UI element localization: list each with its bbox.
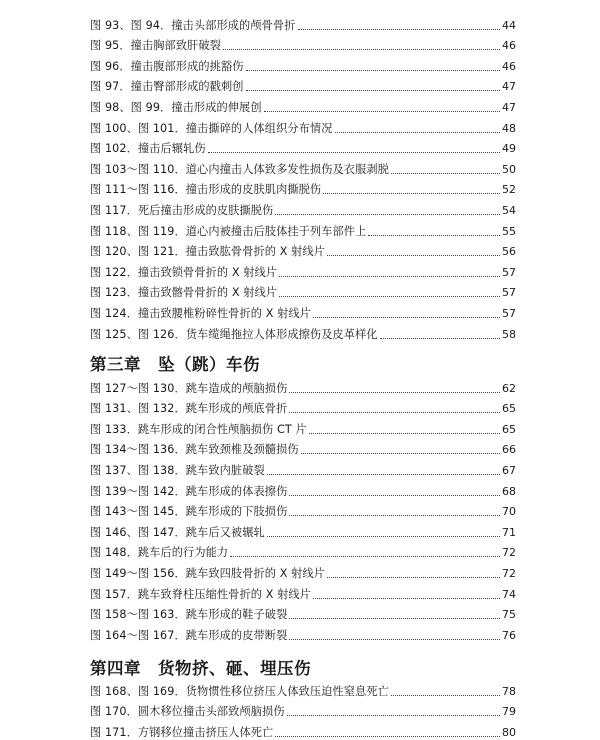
toc-entry-page-number: 52 xyxy=(502,183,516,197)
dot-leader xyxy=(246,90,500,91)
dot-leader xyxy=(287,715,500,716)
toc-entry xyxy=(90,156,516,177)
toc-entry-title: 图 98、图 99．撞击形成的伸展创 xyxy=(90,100,262,114)
toc-entry-page-number: 67 xyxy=(502,463,516,477)
toc-entry-title: 图 131、图 132．跳车形成的颅底骨折 xyxy=(90,402,288,416)
dot-leader xyxy=(223,49,500,50)
toc-entry-title: 图 93、图 94．撞击头部形成的颅骨骨折 xyxy=(90,18,296,32)
toc-entry-title: 图 122．撞击致锁骨骨折的 X 射线片 xyxy=(90,265,278,279)
chapter-4-heading: 第四章 货物挤、砸、埋压伤 xyxy=(90,659,311,678)
toc-entry xyxy=(90,197,516,218)
toc-entry-page-number: 50 xyxy=(502,162,516,176)
toc-entry-title: 图 125、图 126．货车缆绳拖拉人体形成擦伤及皮革样化 xyxy=(90,327,378,341)
dot-leader xyxy=(313,598,500,599)
toc-entry-title: 图 148．跳车后的行为能力 xyxy=(90,546,229,560)
toc-entry-page-number: 57 xyxy=(502,265,516,279)
toc-entry xyxy=(90,280,516,301)
toc-entry xyxy=(90,478,516,499)
toc-entry-list-chapter-4 xyxy=(90,678,516,740)
toc-entry-page-number: 46 xyxy=(502,59,516,73)
dot-leader xyxy=(327,577,500,578)
dot-leader xyxy=(313,317,500,318)
dot-leader xyxy=(275,736,500,737)
toc-entry-page-number: 47 xyxy=(502,80,516,94)
dot-leader xyxy=(275,214,500,215)
toc-entry-title: 图 143～图 145．跳车形成的下肢损伤 xyxy=(90,505,288,519)
toc-entry xyxy=(90,581,516,602)
toc-entry xyxy=(90,519,516,540)
toc-entry-title: 图 149～图 156．跳车致四肢骨折的 X 射线片 xyxy=(90,566,326,580)
dot-leader xyxy=(323,193,500,194)
toc-entry-title: 图 96．撞击腹部形成的挑豁伤 xyxy=(90,59,244,73)
dot-leader xyxy=(279,276,500,277)
toc-entry-page-number: 62 xyxy=(502,381,516,395)
toc-entry-page-number: 66 xyxy=(502,443,516,457)
toc-entry-page-number: 46 xyxy=(502,39,516,53)
dot-leader xyxy=(289,495,500,496)
toc-entry xyxy=(90,719,516,740)
toc-entry xyxy=(90,115,516,136)
toc-entry-title: 图 157．跳车致脊柱压缩性骨折的 X 射线片 xyxy=(90,587,311,601)
toc-entry-title: 图 146、图 147．跳车后又被辗轧 xyxy=(90,525,265,539)
dot-leader xyxy=(301,453,500,454)
toc-entry-page-number: 72 xyxy=(502,546,516,560)
toc-entry-page-number: 55 xyxy=(502,224,516,238)
toc-entry-title: 图 111～图 116．撞击形成的皮肤肌肉撕脱伤 xyxy=(90,183,322,197)
toc-entry xyxy=(90,457,516,478)
toc-entry-page-number: 56 xyxy=(502,245,516,259)
toc-entry-title: 图 102．撞击后辗轧伤 xyxy=(90,142,206,156)
dot-leader xyxy=(208,152,500,153)
toc-entry-title: 图 137、图 138．跳车致内脏破裂 xyxy=(90,463,265,477)
toc-entry xyxy=(90,622,516,643)
toc-entry-page-number: 72 xyxy=(502,566,516,580)
dot-leader xyxy=(289,412,500,413)
chapter-3-heading: 第三章 坠（跳）车伤 xyxy=(90,355,260,374)
toc-entry-title: 图 127～图 130．跳车造成的颅脑损伤 xyxy=(90,381,288,395)
toc-entry-page-number: 75 xyxy=(502,608,516,622)
toc-entry-page-number: 65 xyxy=(502,422,516,436)
toc-entry-page-number: 49 xyxy=(502,142,516,156)
toc-entry-page-number: 70 xyxy=(502,505,516,519)
toc-entry xyxy=(90,218,516,239)
toc-entry xyxy=(90,177,516,198)
toc-entry xyxy=(90,259,516,280)
toc-entry-page-number: 58 xyxy=(502,327,516,341)
toc-entry xyxy=(90,678,516,699)
dot-leader xyxy=(267,474,500,475)
toc-entry-page-number: 76 xyxy=(502,628,516,642)
dot-leader xyxy=(368,235,500,236)
toc-entry-page-number: 79 xyxy=(502,705,516,719)
toc-entry-list-continued xyxy=(90,12,516,342)
toc-entry-title: 图 120、图 121．撞击致肱骨骨折的 X 射线片 xyxy=(90,245,326,259)
toc-entry-title: 图 168、图 169．货物惯性移位挤压人体致压迫性窒息死亡 xyxy=(90,684,389,698)
toc-entry xyxy=(90,540,516,561)
dot-leader xyxy=(289,639,500,640)
toc-entry xyxy=(90,375,516,396)
dot-leader xyxy=(267,536,500,537)
toc-entry xyxy=(90,33,516,54)
toc-entry-page-number: 71 xyxy=(502,525,516,539)
toc-entry-page-number: 47 xyxy=(502,100,516,114)
dot-leader xyxy=(289,618,500,619)
toc-entry-title: 图 103～图 110．道心内撞击人体致多发性损伤及衣服剥脱 xyxy=(90,162,389,176)
toc-entry-title: 图 164～图 167．跳车形成的皮带断裂 xyxy=(90,628,288,642)
toc-entry-title: 图 139～图 142．跳车形成的体表擦伤 xyxy=(90,484,288,498)
toc-entry-page-number: 57 xyxy=(502,286,516,300)
toc-entry xyxy=(90,300,516,321)
toc-entry xyxy=(90,602,516,623)
toc-entry-title: 图 124．撞击致腰椎粉碎性骨折的 X 射线片 xyxy=(90,306,311,320)
toc-entry xyxy=(90,396,516,417)
toc-entry-title: 图 100、图 101．撞击撕碎的人体组织分布情况 xyxy=(90,121,333,135)
toc-entry xyxy=(90,499,516,520)
toc-entry-title: 图 158～图 163．跳车形成的鞋子破裂 xyxy=(90,608,288,622)
dot-leader xyxy=(391,695,500,696)
toc-entry xyxy=(90,560,516,581)
dot-leader xyxy=(264,111,500,112)
toc-entry-page-number: 54 xyxy=(502,203,516,217)
toc-entry xyxy=(90,437,516,458)
toc-entry-title: 图 97．撞击臀部形成的戳刺创 xyxy=(90,80,244,94)
toc-entry xyxy=(90,74,516,95)
toc-entry xyxy=(90,136,516,157)
toc-entry-title: 图 171．方钢移位撞击挤压人体死亡 xyxy=(90,725,274,739)
toc-entry xyxy=(90,53,516,74)
dot-leader xyxy=(279,296,500,297)
toc-entry xyxy=(90,239,516,260)
toc-entry-page-number: 78 xyxy=(502,684,516,698)
toc-entry-page-number: 65 xyxy=(502,402,516,416)
toc-entry-page-number: 68 xyxy=(502,484,516,498)
toc-entry xyxy=(90,12,516,33)
toc-entry xyxy=(90,699,516,720)
toc-entry-page-number: 44 xyxy=(502,18,516,32)
dot-leader xyxy=(246,70,500,71)
dot-leader xyxy=(309,433,500,434)
toc-entry xyxy=(90,416,516,437)
toc-entry xyxy=(90,94,516,115)
toc-entry-title: 图 170．圆木移位撞击头部致颅脑损伤 xyxy=(90,705,285,719)
toc-entry-title: 图 117．死后撞击形成的皮肤撕脱伤 xyxy=(90,203,274,217)
dot-leader xyxy=(335,132,500,133)
toc-entry-title: 图 133．跳车形成的闭合性颅脑损伤 CT 片 xyxy=(90,422,307,436)
toc-entry-list-chapter-3 xyxy=(90,375,516,643)
dot-leader xyxy=(298,29,501,30)
toc-entry-page-number: 57 xyxy=(502,306,516,320)
toc-entry xyxy=(90,321,516,342)
dot-leader xyxy=(391,173,500,174)
toc-entry-page-number: 74 xyxy=(502,587,516,601)
toc-entry-title: 图 95．撞击胸部致肝破裂 xyxy=(90,39,221,53)
dot-leader xyxy=(289,392,500,393)
dot-leader xyxy=(327,255,500,256)
toc-entry-title: 图 134～图 136．跳车致颈椎及颈髓损伤 xyxy=(90,443,299,457)
toc-entry-title: 图 118、图 119．道心内被撞击后肢体挂于列车部件上 xyxy=(90,224,367,238)
dot-leader xyxy=(230,556,500,557)
dot-leader xyxy=(380,338,500,339)
dot-leader xyxy=(289,515,500,516)
toc-entry-page-number: 48 xyxy=(502,121,516,135)
toc-entry-title: 图 123．撞击致髂骨骨折的 X 射线片 xyxy=(90,286,278,300)
toc-entry-page-number: 80 xyxy=(502,725,516,739)
